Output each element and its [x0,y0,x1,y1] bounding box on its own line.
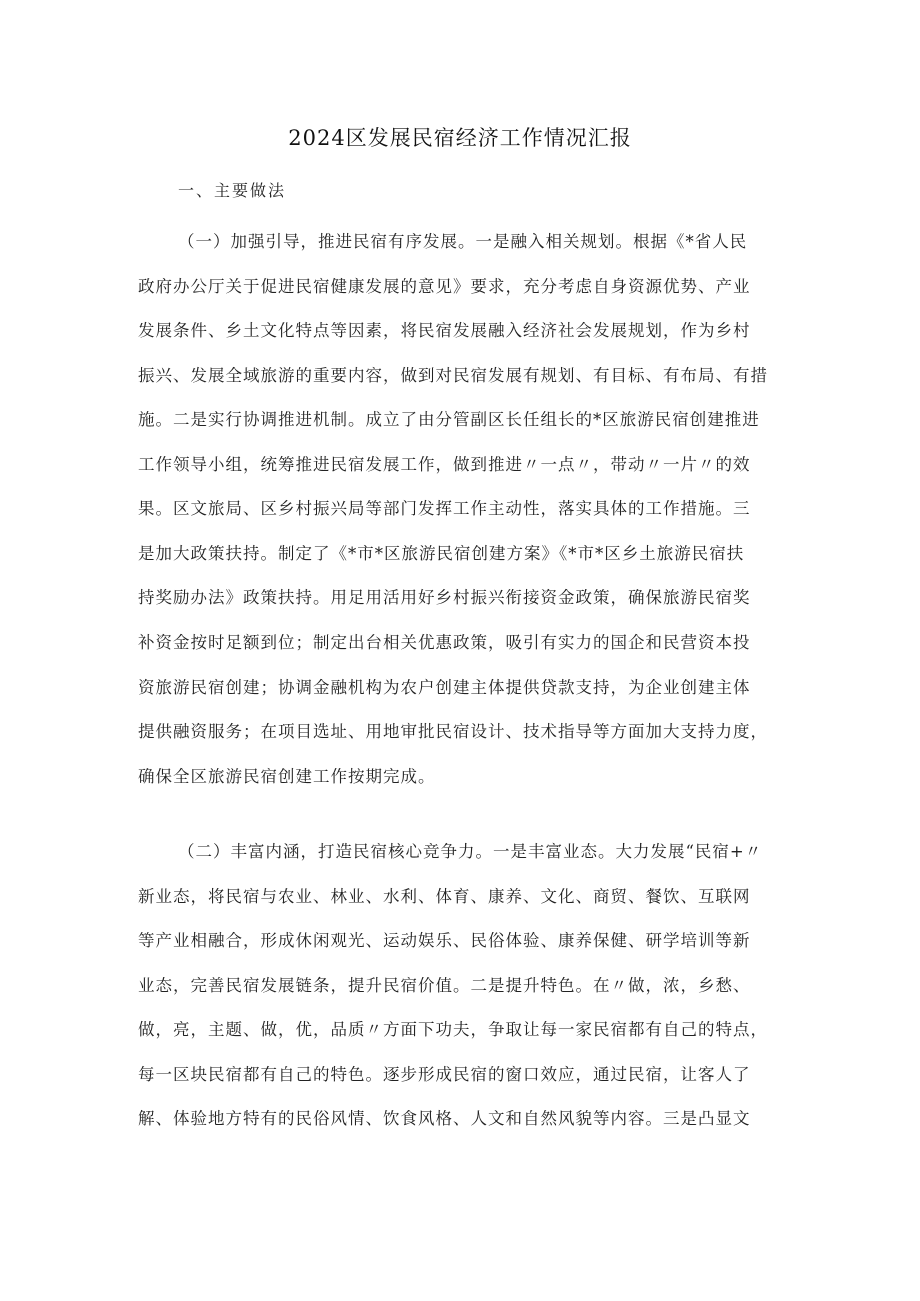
paragraph-line: 资旅游民宿创建；协调金融机构为农户创建主体提供贷款支持，为企业创建主体 [138,678,751,697]
paragraph-line: 业态，完善民宿发展链条，提升民宿价值。二是提升特色。在〃做，浓，乡愁、 [138,976,751,995]
paragraph-line: 发展条件、乡土文化特点等因素，将民宿发展融入经济社会发展规划，作为乡村 [138,321,751,340]
paragraph-line: （二）丰富内涵，打造民宿核心竞争力。一是丰富业态。大力发展“民宿+〃 [178,842,763,861]
paragraph-line: 果。区文旅局、区乡村振兴局等部门发挥工作主动性，落实具体的工作措施。三 [138,499,751,518]
paragraph-line: 确保全区旅游民宿创建工作按期完成。 [138,767,436,786]
paragraph-line: 新业态，将民宿与农业、林业、水利、体育、康养、文化、商贸、餐饮、互联网 [138,887,751,906]
paragraph-line: 等产业相融合，形成休闲观光、运动娱乐、民俗体验、康养保健、研学培训等新 [138,931,751,950]
paragraph-line: （一）加强引导，推进民宿有序发展。一是融入相关规划。根据《*省人民 [178,232,748,251]
paragraph-line: 做，亮，主题、做，优，品质〃方面下功夫，争取让每一家民宿都有自己的特点， [138,1020,768,1039]
section-heading: 一、主要做法 [178,181,287,200]
paragraph-line: 工作领导小组，统筹推进民宿发展工作，做到推进〃一点〃，带动〃一片〃的效 [138,455,751,474]
paragraph-line: 政府办公厅关于促进民宿健康发展的意见》要求，充分考虑自身资源优势、产业 [138,277,751,296]
paragraph-line: 持奖励办法》政策扶持。用足用活用好乡村振兴衔接资金政策，确保旅游民宿奖 [138,588,751,607]
paragraph-line: 每一区块民宿都有自己的特色。逐步形成民宿的窗口效应，通过民宿，让客人了 [138,1065,751,1084]
paragraph-line: 补资金按时足额到位；制定出台相关优惠政策，吸引有实力的国企和民营资本投 [138,633,751,652]
paragraph-line: 解、体验地方特有的民俗风情、饮食风格、人文和自然风貌等内容。三是凸显文 [138,1109,751,1128]
paragraph-line: 提供融资服务；在项目选址、用地审批民宿设计、技术指导等方面加大支持力度， [138,722,768,741]
paragraph-line: 施。二是实行协调推进机制。成立了由分管副区长任组长的*区旅游民宿创建推进 [138,410,760,429]
paragraph-line: 振兴、发展全域旅游的重要内容，做到对民宿发展有规划、有目标、有布局、有措 [138,366,768,385]
document-title: 2024区发展民宿经济工作情况汇报 [288,126,632,150]
paragraph-line: 是加大政策扶持。制定了《*市*区旅游民宿创建方案》《*市*区乡土旅游民宿扶 [138,544,745,563]
